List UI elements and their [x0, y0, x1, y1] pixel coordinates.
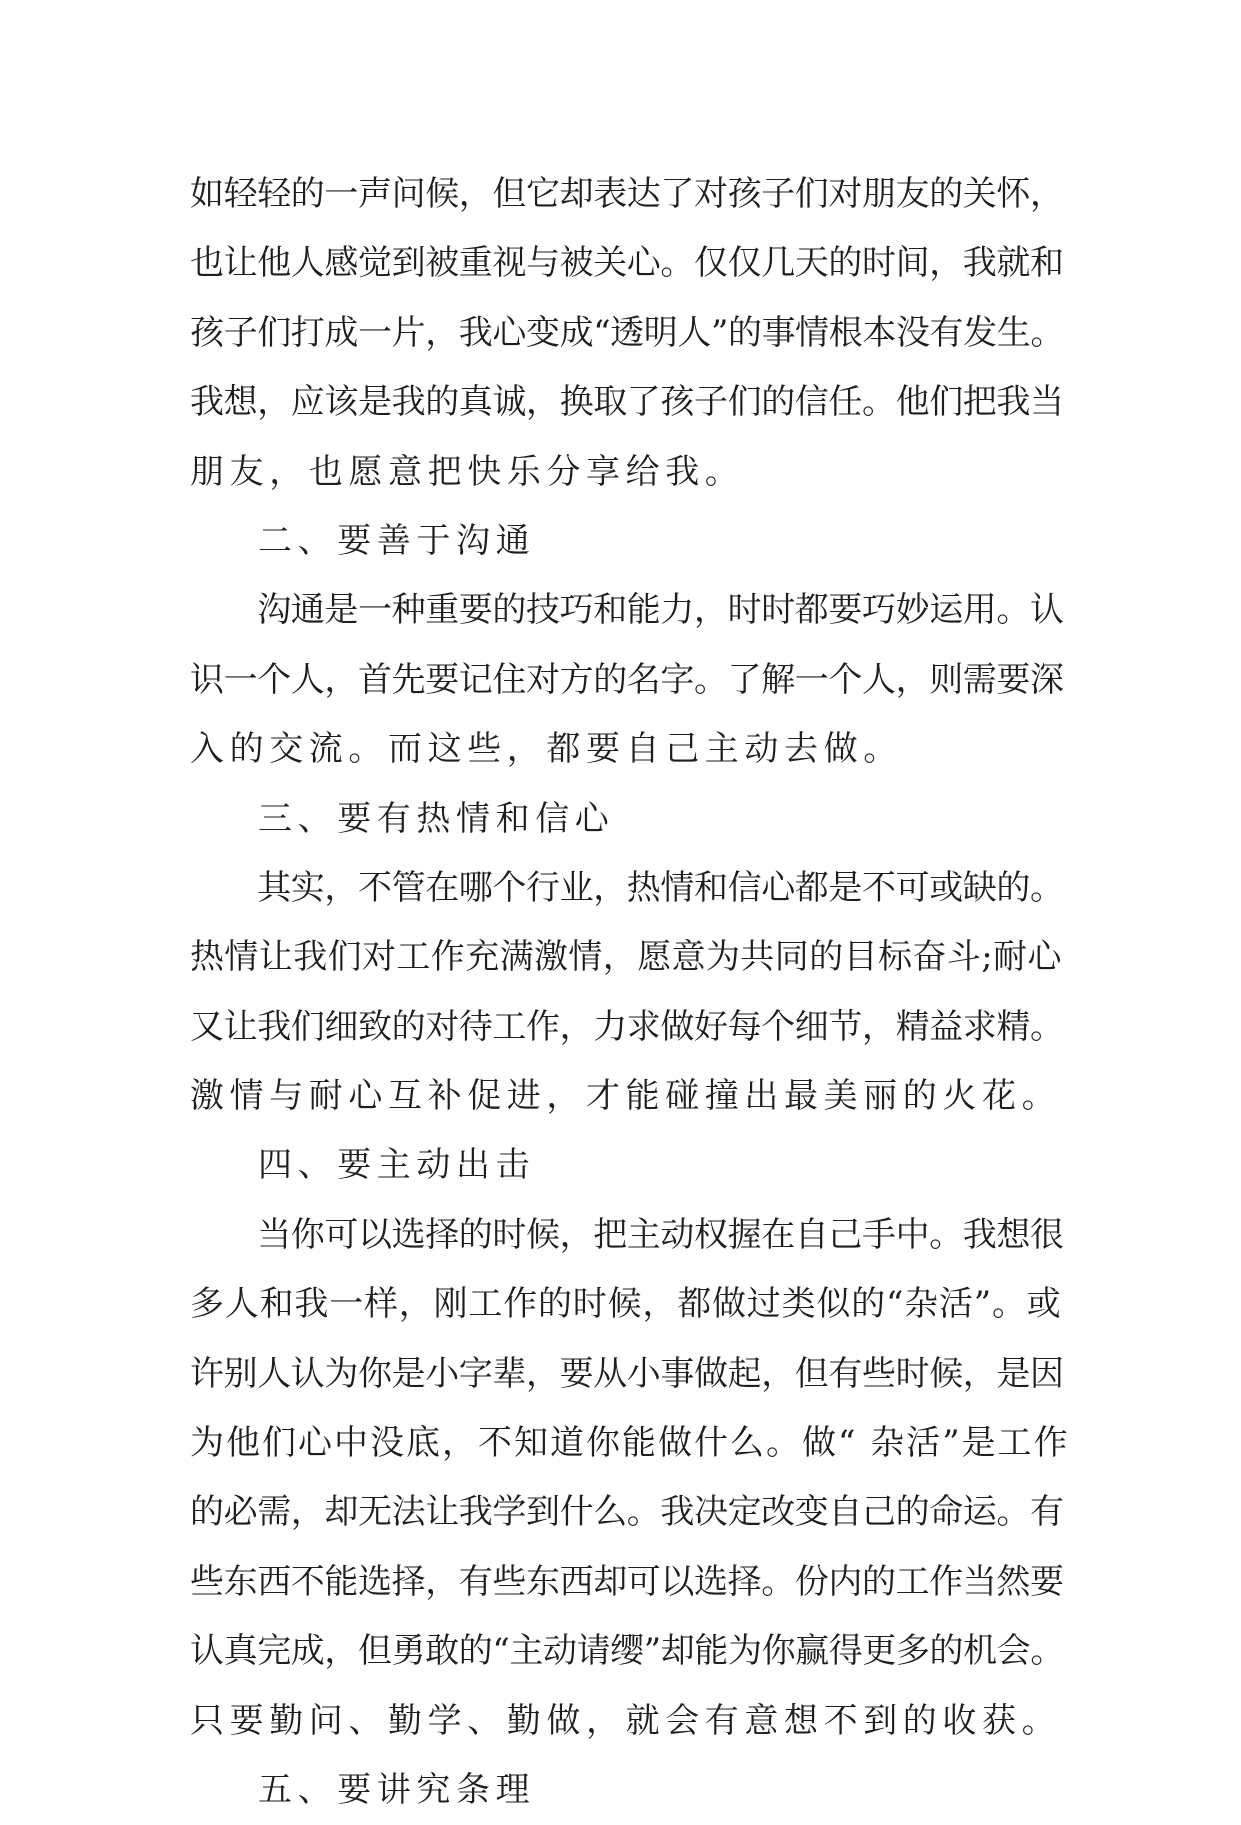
document-body	[190, 160, 1070, 1825]
paragraph-line: 只要勤问、勤学、勤做，就会有意想不到的收获。	[190, 1700, 1062, 1741]
paragraph-line: 热情让我们对工作充满激情，愿意为共同的目标奋斗;耐心	[190, 937, 1062, 978]
section-heading: 三、要有热情和信心	[258, 798, 615, 839]
paragraph-line: 许别人认为你是小字辈，要从小事做起，但有些时候，是因	[190, 1353, 1064, 1394]
paragraph-line: 为他们心中没底，不知道你能做什么。做“ 杂活”是工作	[190, 1423, 1070, 1464]
paragraph-line: 也让他人感觉到被重视与被关心。仅仅几天的时间，我就和	[190, 243, 1064, 284]
paragraph-line: 入的交流。而这些，都要自己主动去做。	[190, 729, 903, 770]
paragraph-line: 朋友，也愿意把快乐分享给我。	[190, 451, 745, 492]
paragraph-line: 如轻轻的一声问候，但它却表达了对孩子们对朋友的关怀，	[190, 174, 1064, 214]
paragraph-line: 激情与耐心互补促进，才能碰撞出最美丽的火花。	[190, 1076, 1062, 1117]
paragraph-line: 的必需，却无法让我学到什么。我决定改变自己的命运。有	[190, 1492, 1064, 1533]
paragraph-line: 些东西不能选择，有些东西却可以选择。份内的工作当然要	[190, 1561, 1064, 1602]
paragraph-line: 我想，应该是我的真诚，换取了孩子们的信任。他们把我当	[190, 382, 1064, 423]
paragraph-line: 识一个人，首先要记住对方的名字。了解一个人，则需要深	[190, 659, 1064, 700]
paragraph-line: 当你可以选择的时候，把主动权握在自己手中。我想很	[190, 1214, 1064, 1255]
paragraph-line: 多人和我一样，刚工作的时候，都做过类似的“杂活”。或	[190, 1284, 1062, 1325]
section-heading: 四、要主动出击	[258, 1145, 536, 1186]
section-heading: 二、要善于沟通	[258, 520, 536, 561]
section-heading: 五、要讲究条理	[258, 1769, 536, 1810]
paragraph-line: 沟通是一种重要的技巧和能力，时时都要巧妙运用。认	[190, 590, 1064, 631]
paragraph-line: 认真完成，但勇敢的“主动请缨”却能为你赢得更多的机会。	[190, 1631, 1064, 1672]
paragraph-line: 又让我们细致的对待工作，力求做好每个细节，精益求精。	[190, 1006, 1064, 1047]
paragraph-line: 孩子们打成一片，我心变成“透明人”的事情根本没有发生。	[190, 312, 1064, 353]
paragraph-line: 其实，不管在哪个行业，热情和信心都是不可或缺的。	[190, 867, 1064, 908]
